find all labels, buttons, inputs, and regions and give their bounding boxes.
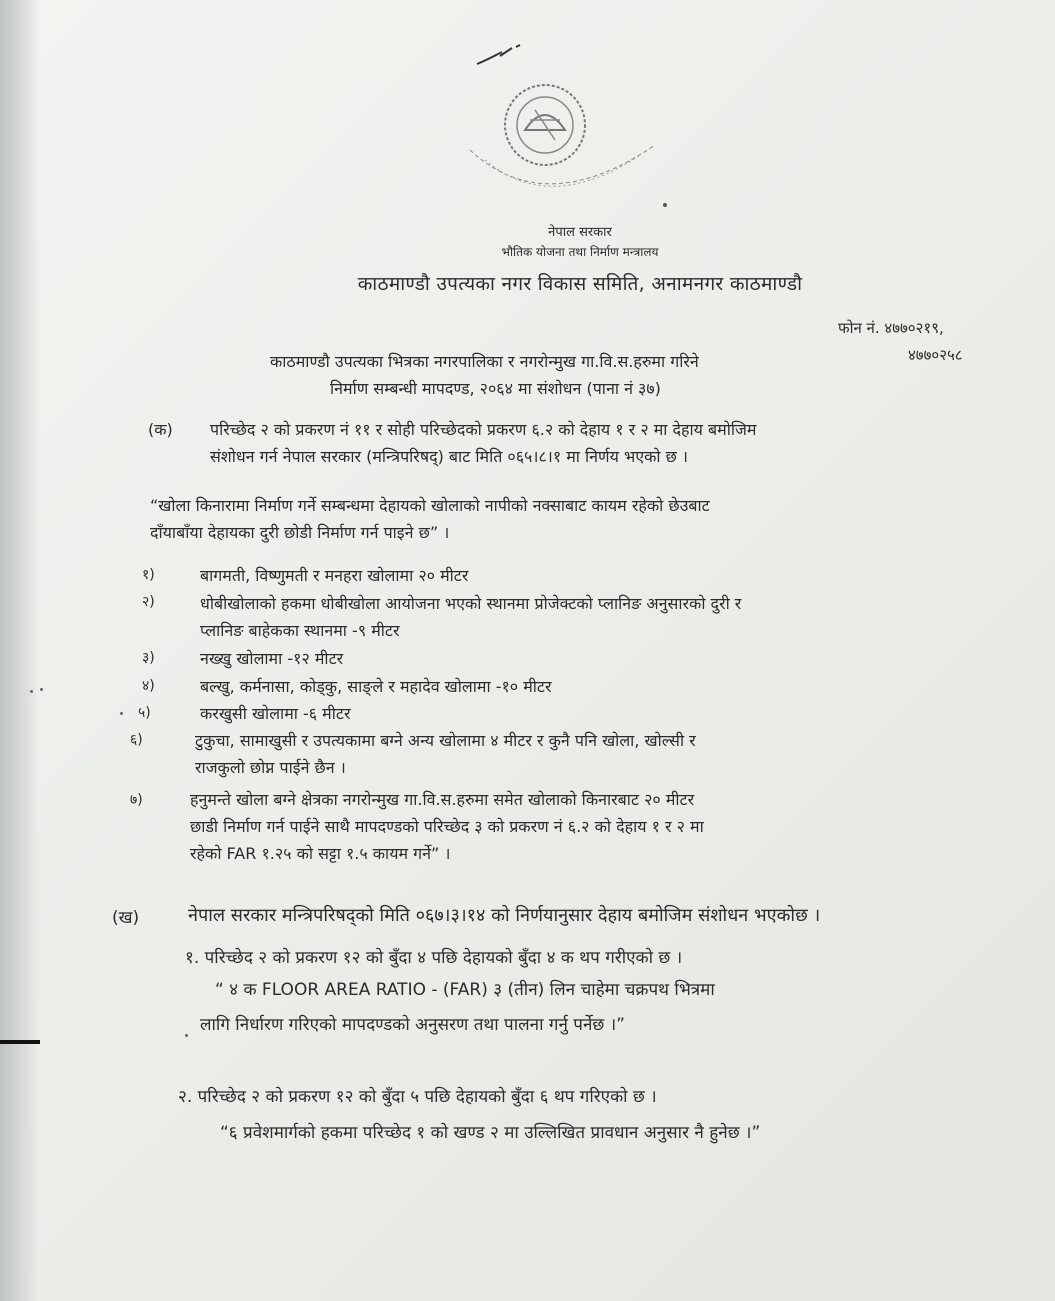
section-ka-quote xyxy=(150,492,1030,546)
list-item-line: प्लानिङ बाहेकका स्थानमा -९ मीटर xyxy=(200,621,400,640)
list-item-number: ५) xyxy=(138,705,151,721)
committee-heading: काठमाण्डौ उपत्यका नगर विकास समिति, अनामनगर काठमाण्डौ xyxy=(357,273,803,295)
edge-mark xyxy=(0,1040,40,1044)
list-item-line: धोबीखोलाको हकमा धोबीखोला आयोजना भएको स्थानमा प्रोजेक्टको प्लानिङ अनुसारको दुरी र xyxy=(200,594,742,613)
list-item-line: टुकुचा, सामाखुसी र उपत्यकामा बग्ने अन्य खोलामा ४ मीटर र कुनै पनि खोला, खोल्सी र xyxy=(195,731,696,750)
section-kha-label: (ख) xyxy=(112,908,140,928)
kha-point-1-line-3: लागि निर्धारण गरिएको मापदण्डको अनुसरण तथा पालना गर्नु पर्नेछ ।” xyxy=(200,1015,625,1035)
list-item-number: २) xyxy=(142,594,155,610)
title-line-1: काठमाण्डौ उपत्यका भित्रका नगरपालिका र नगरोन्मुख गा.वि.स.हरुमा गरिने xyxy=(270,352,699,371)
list-item-text xyxy=(190,786,704,867)
list-item-text xyxy=(200,590,741,644)
speck xyxy=(185,1034,188,1037)
list-item-number: १) xyxy=(142,567,155,583)
kha-point-2-line-1: २. परिच्छेद २ को प्रकरण १२ को बुँदा ५ पछि देहायको बुँदा ६ थप गरिएको छ । xyxy=(178,1087,657,1107)
speck xyxy=(120,712,123,715)
kha-point-1-line-1: १. परिच्छेद २ को प्रकरण १२ को बुँदा ४ पछि देहायको बुँदा ४ क थप गरीएको छ । xyxy=(185,948,683,968)
title-line-2: निर्माण सम्बन्धी मापदण्ड, २०६४ मा संशोधन (पाना नं ३७) xyxy=(330,379,661,398)
govt-label: नेपाल सरकार xyxy=(548,225,612,240)
section-ka-intro xyxy=(210,416,1040,470)
quote-line-1: “खोला किनारामा निर्माण गर्ने सम्बन्धमा देहायको खोलाको नापीको नक्साबाट कायम रहेको छेउबाट xyxy=(150,496,710,515)
section-ka-line-2: संशोधन गर्न नेपाल सरकार (मन्त्रिपरिषद्) बाट मिति ०६५।८।१ मा निर्णय भएको छ । xyxy=(210,447,688,466)
kha-point-2-line-2: “६ प्रवेशमार्गको हकमा परिच्छेद १ को खण्ड २ मा उल्लिखित प्रावधान अनुसार नै हुनेछ ।” xyxy=(220,1123,761,1143)
list-item-number: ३) xyxy=(142,650,155,666)
ministry-label: भौतिक योजना तथा निर्माण मन्त्रालय xyxy=(501,245,659,259)
list-item-text: बागमती, विष्णुमती र मनहरा खोलामा २० मीटर xyxy=(200,566,469,585)
section-ka-label: (क) xyxy=(148,420,173,439)
list-item-line: रहेको FAR १.२५ को सट्टा १.५ कायम गर्ने” । xyxy=(190,844,451,863)
list-item-number: ४) xyxy=(142,678,155,694)
speck xyxy=(30,690,33,693)
phone-number-1: फोन नं. ४७७०२१९, xyxy=(838,319,944,337)
section-kha-intro: नेपाल सरकार मन्त्रिपरिषद्को मिति ०६७।३।१४ को निर्णयानुसार देहाय बमोजिम संशोधन भएकोछ । xyxy=(188,905,821,926)
list-item-number: ६) xyxy=(130,732,143,748)
phone-number-2: ४७७०२५८ xyxy=(908,346,963,364)
speck xyxy=(40,688,43,691)
list-item-text: बल्खु, कर्मनासा, कोड्कु, साङ्ले र महादेव खोलामा -१० मीटर xyxy=(200,677,552,696)
government-seal-icon xyxy=(455,80,675,225)
list-item-number: ७) xyxy=(130,792,143,808)
list-item-text: करखुसी खोलामा -६ मीटर xyxy=(200,704,351,723)
kha-point-1-line-2: “ ४ क FLOOR AREA RATIO - (FAR) ३ (तीन) लिन चाहेमा चक्रपथ भित्रमा xyxy=(215,980,715,1000)
signature-mark xyxy=(472,42,532,72)
list-item-line: हनुमन्ते खोला बग्ने क्षेत्रका नगरोन्मुख गा.वि.स.हरुमा समेत खोलाको किनारबाट २० मीटर xyxy=(190,790,695,809)
document-title xyxy=(270,348,910,402)
list-item-text: नख्खु खोलामा -१२ मीटर xyxy=(200,649,344,668)
list-item-line: राजकुलो छोप्न पाईने छैन । xyxy=(195,758,346,777)
quote-line-2: दाँयाबाँया देहायका दुरी छोडी निर्माण गर्न पाइने छ” । xyxy=(150,523,450,542)
list-item-text xyxy=(195,727,696,781)
list-item-line: छाडी निर्माण गर्न पाईने साथै मापदण्डको परिच्छेद ३ को प्रकरण नं ६.२ को देहाय १ र २ मा xyxy=(190,817,704,836)
page-shadow-edge xyxy=(0,0,40,1301)
section-ka-line-1: परिच्छेद २ को प्रकरण नं ११ र सोही परिच्छेदको प्रकरण ६.२ को देहाय १ र २ मा देहाय बमोजिम xyxy=(210,420,757,439)
